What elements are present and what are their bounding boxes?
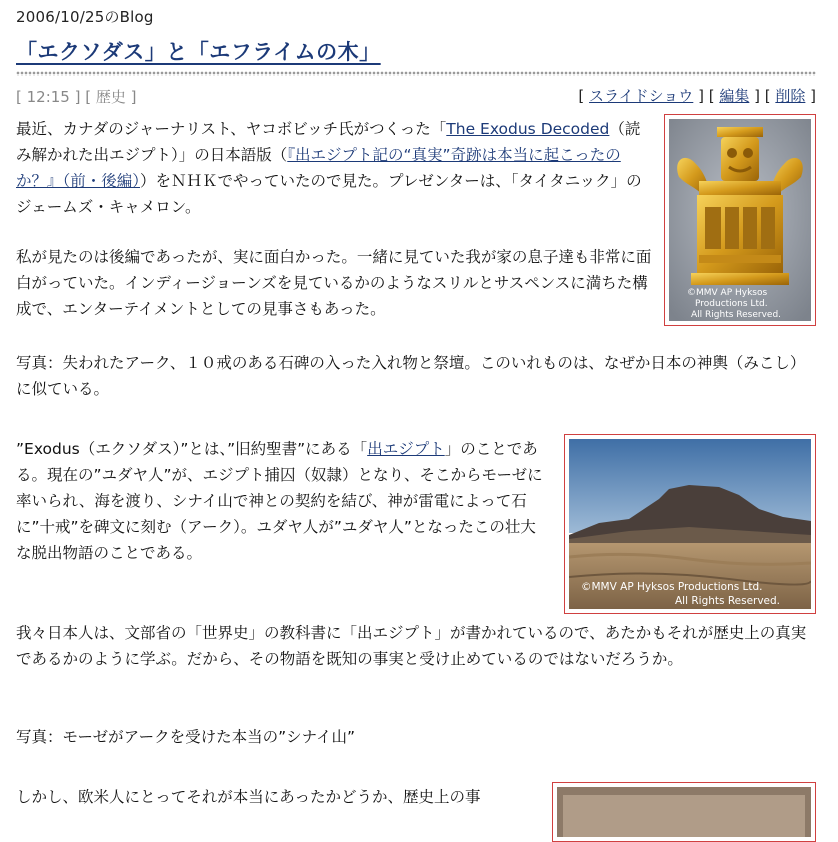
photo2-caption-1: ©MMV AP Hyksos Productions Ltd. [581, 581, 763, 593]
paragraph-text: 最近、カナダのジャーナリスト、ヤコボビッチ氏がつくった「 [16, 120, 447, 138]
post-actions [578, 85, 816, 106]
paragraph-japanese-education: 我々日本人は、文部省の「世界史」の教科書に「出エジプト」が書かれているので、あたかもそれが歴史上の真実であるかのように学ぶ。だから、その物語を既知の事実と受け止めているのではないだろうか。 [16, 624, 807, 668]
paragraph-intro [16, 116, 652, 220]
bracket-open: [ [578, 87, 590, 105]
photo1-caption-1: ©MMV AP Hyksos [687, 288, 768, 298]
photo1-caption-3: All Rights Reserved. [691, 310, 782, 320]
third-photo[interactable] [552, 782, 816, 842]
edit-link[interactable]: 編集 [719, 87, 750, 105]
delete-link[interactable]: 削除 [775, 87, 806, 105]
blog-date-header: 2006/10/25のBlog [16, 8, 154, 26]
paragraph-impression: 私が見たのは後編であったが、実に面白かった。一緒に見ていた我が家の息子達も非常に面白がっていた。インディージョーンズを見ているかのようなスリルとサスペンスに満ちた構成で、エンターテイメントとしての見事さもあった。 [16, 248, 652, 318]
paragraph-text: 」のことである。現在の”ユダヤ人”が、エジプト捕囚（奴隷）となり、そこからモーゼに率いられ、海を渡り、シナイ山で神との契約を結び、神が雷電によって石に”十戒”を碑文に刻む（アーク）。ユダヤ人が”ユダヤ人”となったこの壮大な脱出物語のことである。 [16, 440, 543, 562]
ark-photo[interactable] [664, 114, 816, 326]
nhk-program-link[interactable]: 『出エジプト記の“真実”奇跡は本当に起こったのか？』（前・後編） [16, 146, 621, 190]
paragraph-text: ”Exodus（エクソダス）”とは、”旧約聖書”にある「 [16, 440, 368, 458]
photo2-caption-2: All Rights Reserved. [675, 595, 781, 607]
paragraph-exodus-definition [16, 436, 548, 566]
sinai-image [569, 439, 811, 609]
slideshow-link[interactable]: スライドショウ [589, 87, 694, 105]
paragraph-text: ）をＮＨＫでやっていたので見た。プレゼンターは、「タイタニック」のジェームズ・キャメロン。 [16, 172, 642, 216]
dotted-divider [16, 71, 816, 76]
paragraph-sinai-caption: 写真：モーゼがアークを受けた本当の”シナイ山” [16, 728, 356, 746]
exodus-decoded-link[interactable]: The Exodus Decoded [446, 120, 610, 138]
post-title[interactable]: 「エクソダス」と「エフライムの木」 [16, 40, 381, 64]
sinai-photo[interactable] [564, 434, 816, 614]
bracket-sep: ] [ [749, 87, 776, 105]
exodus-link[interactable]: 出エジプト [367, 440, 445, 458]
bracket-sep: ] [ [693, 87, 720, 105]
bracket-close: ] [805, 87, 816, 105]
paragraph-ark-caption: 写真：失われたアーク、１０戒のある石碑の入った入れ物と祭壇。このいれものは、なぜか日本の神輿（みこし）に似ている。 [16, 354, 806, 398]
paragraph-text: （読み解かれた出エジプト）」の日本語版（ [16, 120, 641, 164]
paragraph-western-view: しかし、欧米人にとってそれが本当にあったかどうか、歴史上の事 [16, 788, 481, 806]
ark-image [669, 119, 811, 321]
post-meta: [ 12:15 ] [ 歴史 ] [16, 88, 137, 106]
third-image [557, 787, 811, 837]
photo1-caption-2: Productions Ltd. [695, 299, 768, 309]
